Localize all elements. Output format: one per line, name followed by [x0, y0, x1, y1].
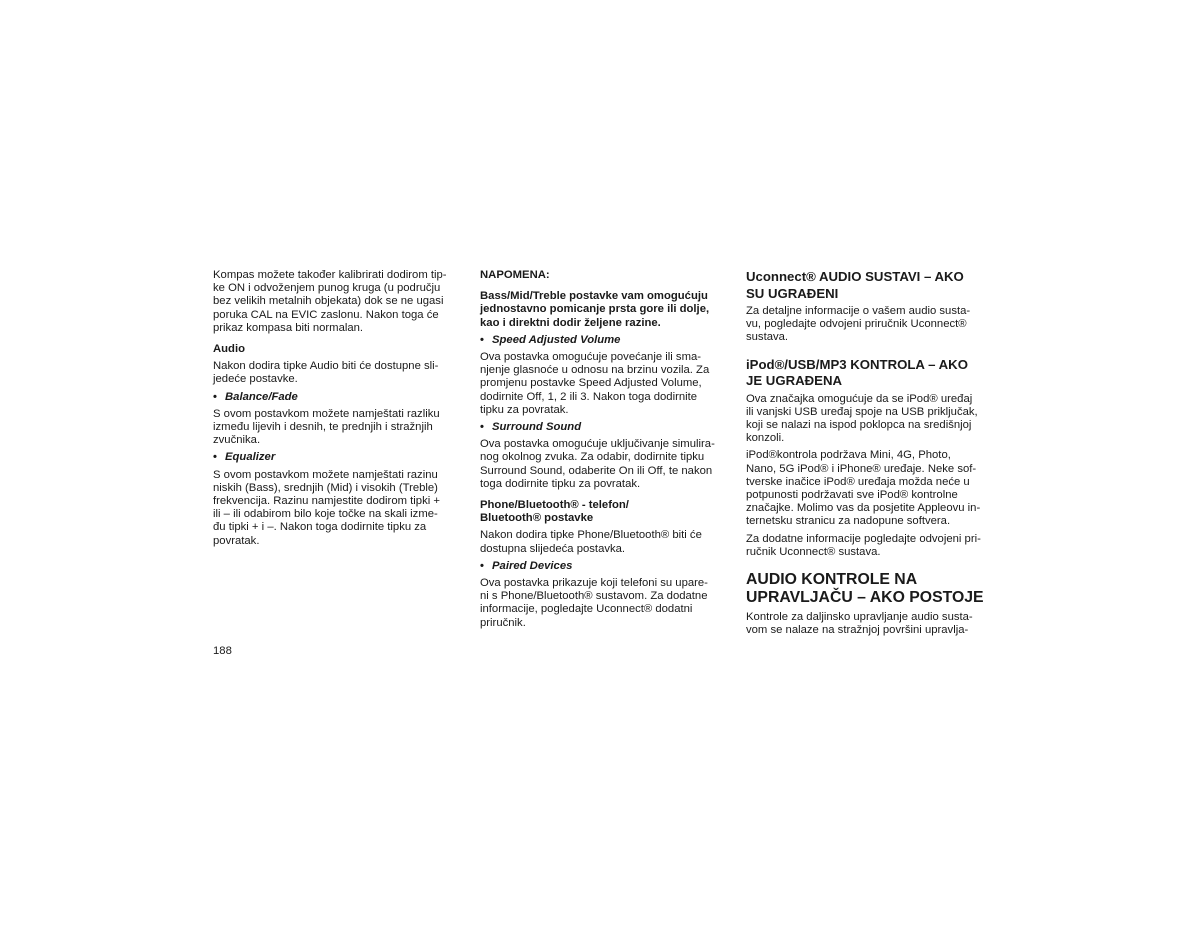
paired-devices-title: Paired Devices: [492, 559, 573, 572]
equalizer-title: Equalizer: [225, 451, 276, 464]
audio-controls-paragraph: Kontrole za daljinsko upravljanje audio susta- vom se nalaze na stražnjoj površini upravlja-: [746, 610, 973, 636]
ipod-paragraph-2: iPod®kontrola podržava Mini, 4G, Photo, Nano, 5G iPod® i iPhone® uređaje. Neke sof- tverske inačice iPod® uređaja možda neće u potpunosti podržavati sve iPod® kontrolne značajke. Molimo vas da posjetite Appleovu in- ternetsku stranicu za nadopune softvera.: [746, 449, 981, 528]
paired-devices-bullet: [480, 560, 722, 573]
column-2: [480, 269, 722, 634]
bullet-icon: •: [480, 559, 484, 572]
page-number: 188: [213, 645, 232, 657]
equalizer-paragraph: S ovom postavkom možete namještati razinu niskih (Bass), srednjih (Mid) i visokih (Treble) frekvencija. Razinu namjestite dodirom tipki + ili – ili odabirom bilo koje točke na skali izme- đu tipki + i –. Nakon toga dodirnite tipku za povratak.: [213, 468, 440, 547]
audio-paragraph: Nakon dodira tipke Audio biti će dostupne sli- jedeće postavke.: [213, 360, 439, 386]
balance-fade-bullet: [213, 391, 455, 404]
column-3: [746, 269, 988, 641]
ipod-paragraph-3: Za dodatne informacije pogledajte odvojeni pri- ručnik Uconnect® sustava.: [746, 532, 981, 558]
phone-bluetooth-paragraph: Nakon dodira tipke Phone/Bluetooth® biti će dostupna slijedeća postavka.: [480, 529, 702, 555]
column-1: [213, 269, 455, 552]
audio-heading: Audio: [213, 343, 245, 356]
speed-adjusted-volume-title: Speed Adjusted Volume: [492, 333, 621, 346]
balance-fade-title: Balance/Fade: [225, 390, 298, 403]
surround-sound-title: Surround Sound: [492, 421, 582, 434]
speed-adjusted-volume-bullet: [480, 334, 722, 347]
audio-controls-heading: AUDIO KONTROLE NA UPRAVLJAČU – AKO POSTOJE: [746, 571, 984, 607]
note-heading: NAPOMENA:: [480, 269, 550, 281]
compass-calibration-paragraph: Kompas možete također kalibrirati dodirom tip- ke ON i odvoženjem punog kruga (u području bez velikih metalnih objekata) dok se ne ugasi poruka CAL na EVIC zaslonu. Nakon toga će prikaz kompasa biti normalan.: [213, 269, 447, 334]
phone-bluetooth-heading: Phone/Bluetooth® - telefon/ Bluetooth® postavke: [480, 499, 629, 525]
note-paragraph: Bass/Mid/Treble postavke vam omogućuju jednostavno pomicanje prsta gore ili dolje, kao i direktni dodir željene razine.: [480, 290, 710, 329]
paired-devices-paragraph: Ova postavka prikazuje koji telefoni su upare- ni s Phone/Bluetooth® sustavom. Za dodatne informacije, pogledajte Uconnect® dodatni priručnik.: [480, 577, 708, 629]
speed-adjusted-volume-paragraph: Ova postavka omogućuje povećanje ili sma- njenje glasnoće u odnosu na brzinu vozila. Za promjenu postavke Speed Adjusted Volume, dodirnite Off, 1, 2 ili 3. Nakon toga dodirnite tipku za povratak.: [480, 351, 710, 416]
equalizer-bullet: [213, 451, 455, 464]
bullet-icon: •: [480, 333, 484, 346]
uconnect-paragraph: Za detaljne informacije o vašem audio susta- vu, pogledajte odvojeni priručnik Uconnect® sustava.: [746, 305, 971, 344]
ipod-heading: iPod®/USB/MP3 KONTROLA – AKO JE UGRAĐENA: [746, 356, 968, 389]
uconnect-heading: Uconnect® AUDIO SUSTAVI – AKO SU UGRAĐENI: [746, 269, 964, 301]
bullet-icon: •: [480, 421, 484, 434]
balance-fade-paragraph: S ovom postavkom možete namještati razliku između lijevih i desnih, te prednjih i stražnjih zvučnika.: [213, 407, 440, 447]
surround-sound-bullet: [480, 421, 722, 434]
ipod-paragraph-1: Ova značajka omogućuje da se iPod® uređaj ili vanjski USB uređaj spoje na USB priključak, koji se nalazi na ispod poklopca na središnjoj konzoli.: [746, 392, 978, 445]
surround-sound-paragraph: Ova postavka omogućuje uključivanje simulira- nog okolnog zvuka. Za odabir, dodirnite tipku Surround Sound, odaberite On ili Off, te nakon toga dodirnite tipku za povratak.: [480, 438, 715, 490]
bullet-icon: •: [213, 451, 217, 464]
bullet-icon: •: [213, 390, 217, 403]
